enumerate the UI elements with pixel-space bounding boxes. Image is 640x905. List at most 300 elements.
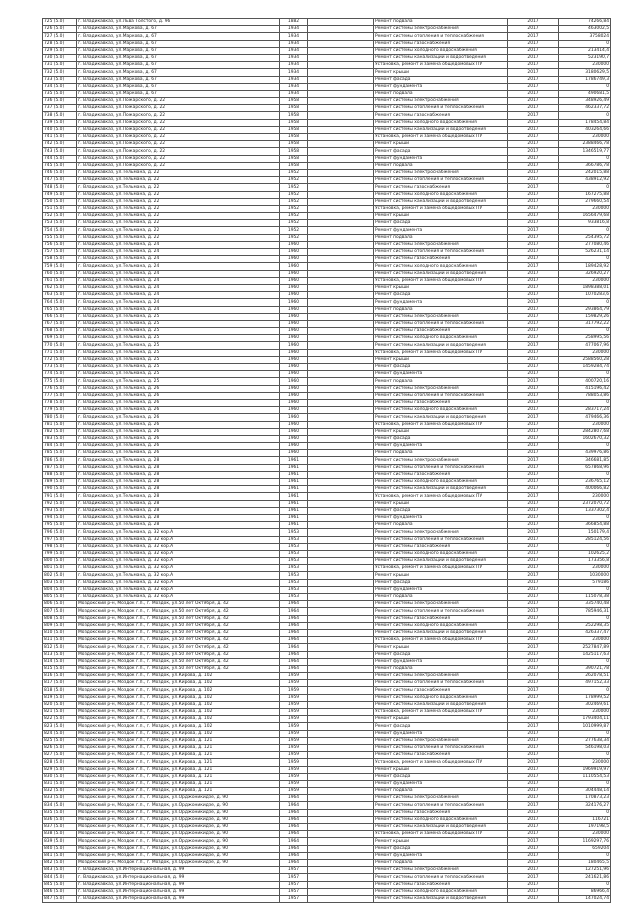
table-row [43,328,611,335]
cost-cell: 462337,72 [559,105,611,112]
row-number-cell: 753 (5.0) [43,220,77,227]
plan-year-cell: 2017 [508,888,559,895]
table-row [43,371,611,378]
empty-cell [308,385,374,392]
cost-cell: 302469,61 [559,701,611,708]
row-number-cell: 760 (5.0) [43,270,77,277]
row-number-cell: 755 (5.0) [43,234,77,241]
plan-year-cell: 2017 [508,680,559,687]
row-number-cell: 842 (5.0) [43,859,77,866]
cost-cell: 348926,49 [559,98,611,105]
table-row [43,69,611,76]
address-cell: г. Владикавказ, ул.Тельмана, д. 32 кор.А [77,594,280,601]
cost-cell: 2588560,28 [559,356,611,363]
row-number-cell: 800 (5.0) [43,558,77,565]
work-type-cell: Ремонт фундамента [374,730,508,737]
address-cell: Моздокский р-н, Моздок г.п., г. Моздок, ул.Орджоникидзе, д. 90 [77,802,280,809]
build-year-cell: 1964 [280,665,308,672]
address-cell: Моздокский р-н, Моздок г.п., г. Моздок, ул.Орджоникидзе, д. 90 [77,824,280,831]
plan-year-cell: 2017 [508,313,559,320]
row-number-cell: 781 (5.0) [43,421,77,428]
capital-repair-table [42,18,611,903]
cost-cell: 785946,31 [559,608,611,615]
row-number-cell: 765 (5.0) [43,306,77,313]
row-number-cell: 774 (5.0) [43,371,77,378]
work-type-cell: Ремонт фасада [374,845,508,852]
table-row [43,507,611,514]
row-number-cell: 730 (5.0) [43,54,77,61]
address-cell: Моздокский р-н, Моздок г.п., г. Моздок, ул.Кирова, д. 102 [77,716,280,723]
table-row [43,205,611,212]
work-type-cell: Ремонт системы холодного водоснабжения [374,191,508,198]
cost-cell: 189428,92 [559,263,611,270]
empty-cell [308,457,374,464]
build-year-cell: 1964 [280,802,308,809]
empty-cell [308,550,374,557]
table-row [43,270,611,277]
table-row [43,112,611,119]
address-cell: г. Владикавказ, ул.Тельмана, д. 24 [77,292,280,299]
cost-cell: 127251,96 [559,867,611,874]
cost-cell: 0 [559,471,611,478]
address-cell: г. Владикавказ, ул.Тельмана, д. 25 [77,356,280,363]
cost-cell: 2842807,68 [559,428,611,435]
cost-cell: 236765,12 [559,479,611,486]
cost-cell: 335740,48 [559,601,611,608]
address-cell: г. Владикавказ, ул.Пожарского, д. 22 [77,119,280,126]
table-row [43,658,611,665]
empty-cell [308,90,374,97]
plan-year-cell: 2017 [508,33,559,40]
row-number-cell: 751 (5.0) [43,205,77,212]
plan-year-cell: 2017 [508,270,559,277]
table-row [43,644,611,651]
empty-cell [308,730,374,737]
plan-year-cell: 2017 [508,780,559,787]
work-type-cell: Ремонт системы электроснабжения [374,601,508,608]
work-type-cell: Ремонт системы холодного водоснабжения [374,119,508,126]
row-number-cell: 820 (5.0) [43,701,77,708]
work-type-cell: Ремонт системы электроснабжения [374,241,508,248]
cost-cell: 0 [559,83,611,90]
build-year-cell: 1961 [280,471,308,478]
cost-cell: 180465,5 [559,859,611,866]
work-type-cell: Ремонт фасада [374,773,508,780]
table-row [43,816,611,823]
empty-cell [308,69,374,76]
cost-cell: 0 [559,184,611,191]
empty-cell [308,838,374,845]
table-row [43,450,611,457]
empty-cell [308,709,374,716]
build-year-cell: 1959 [280,780,308,787]
build-year-cell: 1960 [280,335,308,342]
table-row [43,457,611,464]
work-type-cell: Ремонт фундамента [374,586,508,593]
plan-year-cell: 2017 [508,615,559,622]
work-type-cell: Ремонт системы электроснабжения [374,737,508,744]
row-number-cell: 739 (5.0) [43,119,77,126]
table-row [43,105,611,112]
plan-year-cell: 2017 [508,852,559,859]
empty-cell [308,795,374,802]
empty-cell [308,608,374,615]
row-number-cell: 733 (5.0) [43,76,77,83]
plan-year-cell: 2017 [508,205,559,212]
work-type-cell: Установка, ремонт и замена общедомовых ПУ [374,565,508,572]
cost-cell: 0 [559,687,611,694]
build-year-cell: 1960 [280,378,308,385]
work-type-cell: Ремонт системы электроснабжения [374,169,508,176]
plan-year-cell: 2017 [508,234,559,241]
row-number-cell: 784 (5.0) [43,443,77,450]
work-type-cell: Ремонт системы газоснабжения [374,615,508,622]
work-type-cell: Ремонт крыши [374,500,508,507]
build-year-cell: 1964 [280,795,308,802]
build-year-cell: 1959 [280,730,308,737]
cost-cell: 403264,66 [559,126,611,133]
work-type-cell: Ремонт фундамента [374,514,508,521]
row-number-cell: 741 (5.0) [43,134,77,141]
build-year-cell: 1959 [280,709,308,716]
table-row [43,471,611,478]
row-number-cell: 773 (5.0) [43,364,77,371]
row-number-cell: 789 (5.0) [43,479,77,486]
cost-cell: 657868,96 [559,464,611,471]
work-type-cell: Ремонт системы электроснабжения [374,98,508,105]
empty-cell [308,54,374,61]
plan-year-cell: 2017 [508,90,559,97]
address-cell: г. Владикавказ, ул.Тельмана, д. 28 [77,486,280,493]
build-year-cell: 1960 [280,421,308,428]
empty-cell [308,831,374,838]
empty-cell [308,766,374,773]
empty-cell [308,407,374,414]
table-row [43,637,611,644]
row-number-cell: 777 (5.0) [43,392,77,399]
table-row [43,586,611,593]
empty-cell [308,26,374,33]
table-row [43,119,611,126]
row-number-cell: 832 (5.0) [43,788,77,795]
address-cell: г. Владикавказ, ул.Тельмана, д. 32 кор.А [77,536,280,543]
build-year-cell: 1964 [280,831,308,838]
build-year-cell: 1959 [280,694,308,701]
work-type-cell: Установка, ремонт и замена общедомовых ПУ [374,277,508,284]
plan-year-cell: 2017 [508,371,559,378]
plan-year-cell: 2017 [508,809,559,816]
work-type-cell: Ремонт фундамента [374,299,508,306]
cost-cell: 0 [559,543,611,550]
address-cell: г. Владикавказ, ул.Интернациональная, д. 99 [77,867,280,874]
row-number-cell: 825 (5.0) [43,737,77,744]
build-year-cell: 1952 [280,198,308,205]
table-row [43,277,611,284]
plan-year-cell: 2017 [508,184,559,191]
address-cell: Моздокский р-н, Моздок г.п., г. Моздок, ул.Кирова, д. 102 [77,687,280,694]
row-number-cell: 769 (5.0) [43,335,77,342]
empty-cell [308,716,374,723]
table-row [43,256,611,263]
empty-cell [308,378,374,385]
address-cell: г. Владикавказ, ул.Тельмана, д. 26 [77,414,280,421]
plan-year-cell: 2017 [508,831,559,838]
work-type-cell: Ремонт системы отопления и теплоснабжения [374,802,508,809]
table-row [43,335,611,342]
build-year-cell: 1960 [280,356,308,363]
address-cell: Моздокский р-н, Моздок г.п., г. Моздок, ул.Орджоникидзе, д. 90 [77,795,280,802]
row-number-cell: 763 (5.0) [43,292,77,299]
work-type-cell: Ремонт подвала [374,19,508,26]
build-year-cell: 1960 [280,435,308,442]
table-row [43,673,611,680]
build-year-cell: 1959 [280,723,308,730]
plan-year-cell: 2017 [508,392,559,399]
empty-cell [308,148,374,155]
empty-cell [308,98,374,105]
empty-cell [308,320,374,327]
address-cell: г. Владикавказ, ул.Тельмана, д. 25 [77,378,280,385]
empty-cell [308,601,374,608]
address-cell: г. Владикавказ, ул.Тельмана, д. 26 [77,407,280,414]
address-cell: г. Владикавказ, ул.Пожарского, д. 22 [77,141,280,148]
row-number-cell: 788 (5.0) [43,471,77,478]
cost-cell: 230000 [559,205,611,212]
address-cell: г. Владикавказ, ул.Тельмана, д. 22 [77,177,280,184]
row-number-cell: 762 (5.0) [43,284,77,291]
empty-cell [308,852,374,859]
table-row [43,565,611,572]
cost-cell: 159829,26 [559,313,611,320]
row-number-cell: 785 (5.0) [43,450,77,457]
work-type-cell: Ремонт фундамента [374,852,508,859]
plan-year-cell: 2017 [508,299,559,306]
work-type-cell: Ремонт системы отопления и теплоснабжения [374,680,508,687]
table-row [43,500,611,507]
build-year-cell: 1958 [280,141,308,148]
build-year-cell: 1964 [280,644,308,651]
cost-cell: 1169297,76 [559,838,611,845]
build-year-cell: 1960 [280,292,308,299]
empty-cell [308,371,374,378]
address-cell: г. Владикавказ, ул.Тельмана, д. 32 кор.А [77,529,280,536]
cost-cell: 283717,24 [559,407,611,414]
address-cell: Моздокский р-н, Моздок г.п., г. Моздок, ул.Орджоникидзе, д. 90 [77,845,280,852]
plan-year-cell: 2017 [508,816,559,823]
table-row [43,572,611,579]
row-number-cell: 840 (5.0) [43,845,77,852]
table-row [43,493,611,500]
plan-year-cell: 2017 [508,378,559,385]
row-number-cell: 799 (5.0) [43,550,77,557]
row-number-cell: 731 (5.0) [43,62,77,69]
plan-year-cell: 2017 [508,673,559,680]
row-number-cell: 742 (5.0) [43,141,77,148]
row-number-cell: 797 (5.0) [43,536,77,543]
build-year-cell: 1959 [280,737,308,744]
build-year-cell: 1964 [280,809,308,816]
work-type-cell: Ремонт системы канализации и водоотведения [374,629,508,636]
build-year-cell: 1960 [280,342,308,349]
row-number-cell: 787 (5.0) [43,464,77,471]
address-cell: г. Владикавказ, ул.Тельмана, д. 32 кор.А [77,579,280,586]
address-cell: Моздокский р-н, Моздок г.п., г. Моздок, ул.Кирова, д. 121 [77,788,280,795]
cost-cell: 0 [559,112,611,119]
plan-year-cell: 2017 [508,744,559,751]
empty-cell [308,773,374,780]
build-year-cell: 1952 [280,191,308,198]
cost-cell: 178999,52 [559,694,611,701]
address-cell: г. Владикавказ, ул.Тельмана, д. 26 [77,421,280,428]
empty-cell [308,414,374,421]
build-year-cell: 1964 [280,816,308,823]
empty-cell [308,594,374,601]
cost-cell: 230000 [559,709,611,716]
address-cell: г. Владикавказ, ул.Маркова, д. 67 [77,47,280,54]
work-type-cell: Ремонт системы отопления и теплоснабжения [374,177,508,184]
build-year-cell: 1964 [280,608,308,615]
plan-year-cell: 2017 [508,220,559,227]
cost-cell: 326920,27 [559,270,611,277]
work-type-cell: Ремонт системы канализации и водоотведения [374,270,508,277]
row-number-cell: 824 (5.0) [43,730,77,737]
cost-cell: 230000 [559,565,611,572]
plan-year-cell: 2017 [508,191,559,198]
cost-cell: 230000 [559,759,611,766]
plan-year-cell: 2017 [508,795,559,802]
table-row [43,622,611,629]
table-row [43,629,611,636]
row-number-cell: 735 (5.0) [43,90,77,97]
cost-cell: 324176,27 [559,802,611,809]
build-year-cell: 1934 [280,33,308,40]
row-number-cell: 796 (5.0) [43,529,77,536]
table-row [43,148,611,155]
cost-cell: 1346519,77 [559,148,611,155]
cost-cell: 150179,4 [559,529,611,536]
empty-cell [308,493,374,500]
address-cell: Моздокский р-н, Моздок г.п., г. Моздок, ул.50 лет Октября, д. 42 [77,615,280,622]
work-type-cell: Ремонт подвала [374,522,508,529]
empty-cell [308,76,374,83]
row-number-cell: 776 (5.0) [43,385,77,392]
row-number-cell: 786 (5.0) [43,457,77,464]
address-cell: Моздокский р-н, Моздок г.п., г. Моздок, ул.Кирова, д. 102 [77,680,280,687]
empty-cell [308,443,374,450]
work-type-cell: Ремонт системы электроснабжения [374,313,508,320]
table-row [43,558,611,565]
address-cell: г. Владикавказ, ул.Тельмана, д. 24 [77,270,280,277]
build-year-cell: 1934 [280,47,308,54]
work-type-cell: Ремонт системы газоснабжения [374,687,508,694]
address-cell: г. Владикавказ, ул.Интернациональная, д. 99 [77,874,280,881]
row-number-cell: 828 (5.0) [43,759,77,766]
cost-cell: 0 [559,586,611,593]
table-row [43,486,611,493]
empty-cell [308,802,374,809]
cost-cell: 0 [559,399,611,406]
work-type-cell: Ремонт фундамента [374,155,508,162]
build-year-cell: 1959 [280,680,308,687]
plan-year-cell: 2017 [508,241,559,248]
cost-cell: 178454,84 [559,119,611,126]
cost-cell: 1070283,6 [559,292,611,299]
build-year-cell: 1934 [280,90,308,97]
cost-cell: 277080,46 [559,241,611,248]
empty-cell [308,342,374,349]
address-cell: Моздокский р-н, Моздок г.п., г. Моздок, ул.Кирова, д. 102 [77,673,280,680]
address-cell: г. Владикавказ, ул.Тельмана, д. 25 [77,335,280,342]
build-year-cell: 1964 [280,601,308,608]
row-number-cell: 838 (5.0) [43,831,77,838]
work-type-cell: Ремонт системы электроснабжения [374,795,508,802]
work-type-cell: Ремонт системы электроснабжения [374,385,508,392]
table-row [43,852,611,859]
plan-year-cell: 2017 [508,759,559,766]
plan-year-cell: 2017 [508,529,559,536]
row-number-cell: 757 (5.0) [43,249,77,256]
cost-cell: 1010999,87 [559,723,611,730]
empty-cell [308,19,374,26]
work-type-cell: Ремонт системы электроснабжения [374,457,508,464]
work-type-cell: Ремонт подвала [374,450,508,457]
table-row [43,651,611,658]
address-cell: г. Владикавказ, ул.Тельмана, д. 26 [77,435,280,442]
address-cell: г. Владикавказ, ул.Маркова, д. 67 [77,54,280,61]
row-number-cell: 792 (5.0) [43,500,77,507]
build-year-cell: 1960 [280,284,308,291]
table-row [43,744,611,751]
plan-year-cell: 2017 [508,26,559,33]
empty-cell [308,651,374,658]
address-cell: г. Владикавказ, ул.Тельмана, д. 26 [77,399,280,406]
empty-cell [308,435,374,442]
work-type-cell: Ремонт системы газоснабжения [374,256,508,263]
plan-year-cell: 2017 [508,169,559,176]
build-year-cell: 1959 [280,773,308,780]
table-row [43,709,611,716]
row-number-cell: 766 (5.0) [43,313,77,320]
empty-cell [308,328,374,335]
work-type-cell: Ремонт системы холодного водоснабжения [374,550,508,557]
row-number-cell: 749 (5.0) [43,191,77,198]
work-type-cell: Ремонт системы холодного водоснабжения [374,263,508,270]
build-year-cell: 1961 [280,522,308,529]
work-type-cell: Ремонт фасада [374,220,508,227]
work-type-cell: Ремонт фасада [374,435,508,442]
row-number-cell: 839 (5.0) [43,838,77,845]
empty-cell [308,169,374,176]
build-year-cell: 1959 [280,766,308,773]
work-type-cell: Ремонт системы отопления и теплоснабжения [374,744,508,751]
address-cell: г. Владикавказ, ул.Тельмана, д. 25 [77,364,280,371]
plan-year-cell: 2017 [508,493,559,500]
table-row [43,838,611,845]
empty-cell [308,62,374,69]
table-row [43,443,611,450]
cost-cell: 415196,42 [559,385,611,392]
address-cell: г. Владикавказ, ул.Тельмана, д. 25 [77,328,280,335]
empty-cell [308,292,374,299]
table-row [43,795,611,802]
work-type-cell: Ремонт крыши [374,716,508,723]
plan-year-cell: 2017 [508,500,559,507]
row-number-cell: 803 (5.0) [43,579,77,586]
row-number-cell: 833 (5.0) [43,795,77,802]
cost-cell: 167275,88 [559,191,611,198]
table-row [43,687,611,694]
work-type-cell: Ремонт системы канализации и водоотведения [374,198,508,205]
